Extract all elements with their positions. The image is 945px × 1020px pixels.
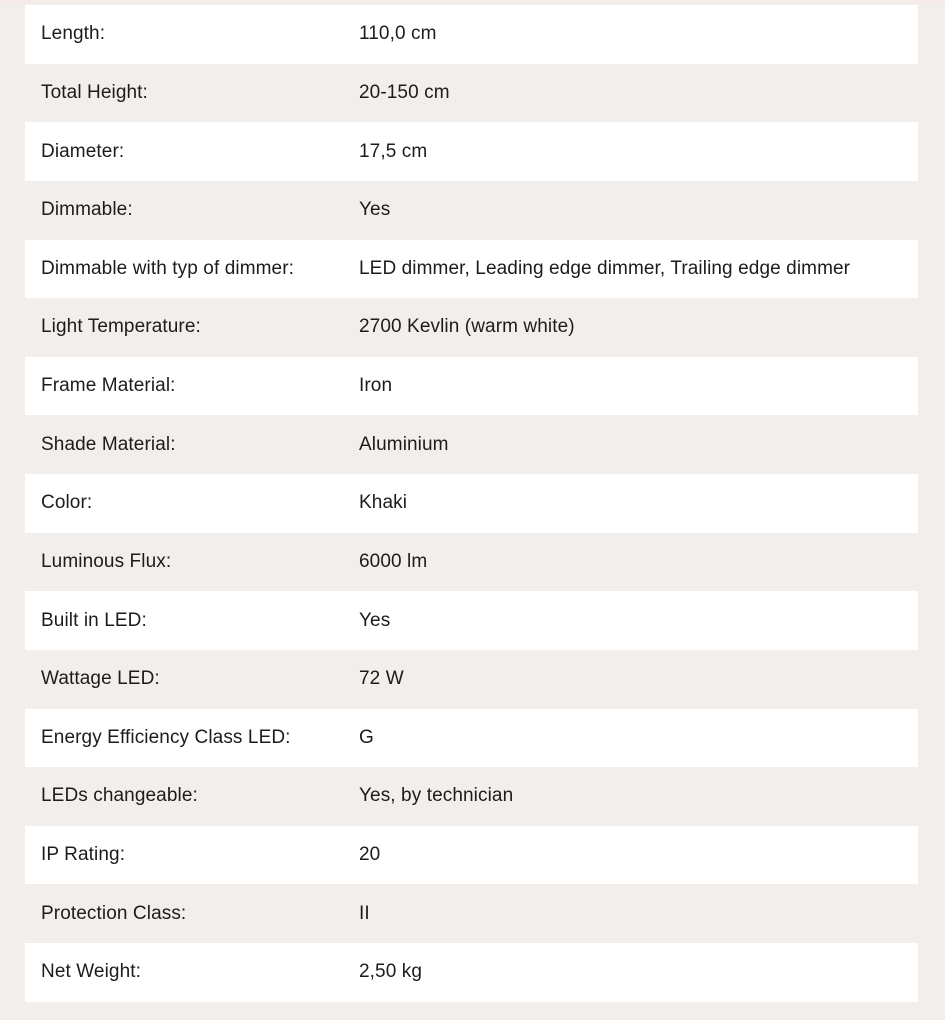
spec-value: Aluminium	[359, 433, 449, 455]
spec-value: Iron	[359, 375, 393, 397]
spec-label: Total Height:	[41, 81, 148, 103]
spec-value: 17,5 cm	[359, 140, 428, 162]
spec-label: Net Weight:	[41, 961, 142, 983]
specification-table	[25, 5, 918, 1002]
spec-value: 20	[359, 844, 381, 866]
spec-row-ip-rating	[25, 826, 918, 885]
spec-row-wattage-led	[25, 650, 918, 709]
spec-value: II	[359, 902, 370, 924]
top-accent-strip	[0, 0, 945, 4]
spec-value: 2700 Kevlin (warm white)	[359, 316, 575, 338]
spec-row-built-in-led	[25, 591, 918, 650]
spec-value: G	[359, 726, 374, 748]
spec-label: Protection Class:	[41, 902, 187, 924]
spec-label: Diameter:	[41, 140, 125, 162]
spec-row-frame-material	[25, 357, 918, 416]
spec-row-dimmer-type	[25, 240, 918, 299]
spec-row-shade-material	[25, 415, 918, 474]
spec-label: IP Rating:	[41, 844, 126, 866]
spec-label: Built in LED:	[41, 609, 147, 631]
spec-value: 20-150 cm	[359, 81, 450, 103]
spec-value: 6000 lm	[359, 550, 428, 572]
spec-value: Yes	[359, 199, 391, 221]
spec-label: Energy Efficiency Class LED:	[41, 726, 291, 748]
spec-value: 72 W	[359, 668, 404, 690]
spec-row-diameter	[25, 122, 918, 181]
spec-label: Wattage LED:	[41, 668, 160, 690]
spec-value: Yes	[359, 609, 391, 631]
spec-row-energy-efficiency	[25, 709, 918, 768]
spec-label: Frame Material:	[41, 375, 176, 397]
spec-value: 2,50 kg	[359, 961, 423, 983]
spec-value: 110,0 cm	[359, 23, 437, 45]
spec-row-protection-class	[25, 884, 918, 943]
spec-value: Yes, by technician	[359, 785, 514, 807]
spec-row-leds-changeable	[25, 767, 918, 826]
spec-label: Dimmable:	[41, 199, 133, 221]
spec-value: Khaki	[359, 492, 408, 514]
spec-row-color	[25, 474, 918, 533]
spec-row-length	[25, 5, 918, 64]
spec-value: LED dimmer, Leading edge dimmer, Trailing edge dimmer	[359, 257, 851, 279]
spec-label: Color:	[41, 492, 93, 514]
spec-row-dimmable	[25, 181, 918, 240]
spec-row-net-weight	[25, 943, 918, 1002]
spec-label: LEDs changeable:	[41, 785, 198, 807]
spec-label: Luminous Flux:	[41, 550, 172, 572]
spec-row-luminous-flux	[25, 533, 918, 592]
spec-row-light-temperature	[25, 298, 918, 357]
spec-label: Shade Material:	[41, 433, 176, 455]
spec-label: Light Temperature:	[41, 316, 201, 338]
spec-label: Length:	[41, 23, 106, 45]
spec-label: Dimmable with typ of dimmer:	[41, 257, 295, 279]
spec-row-total-height	[25, 64, 918, 123]
